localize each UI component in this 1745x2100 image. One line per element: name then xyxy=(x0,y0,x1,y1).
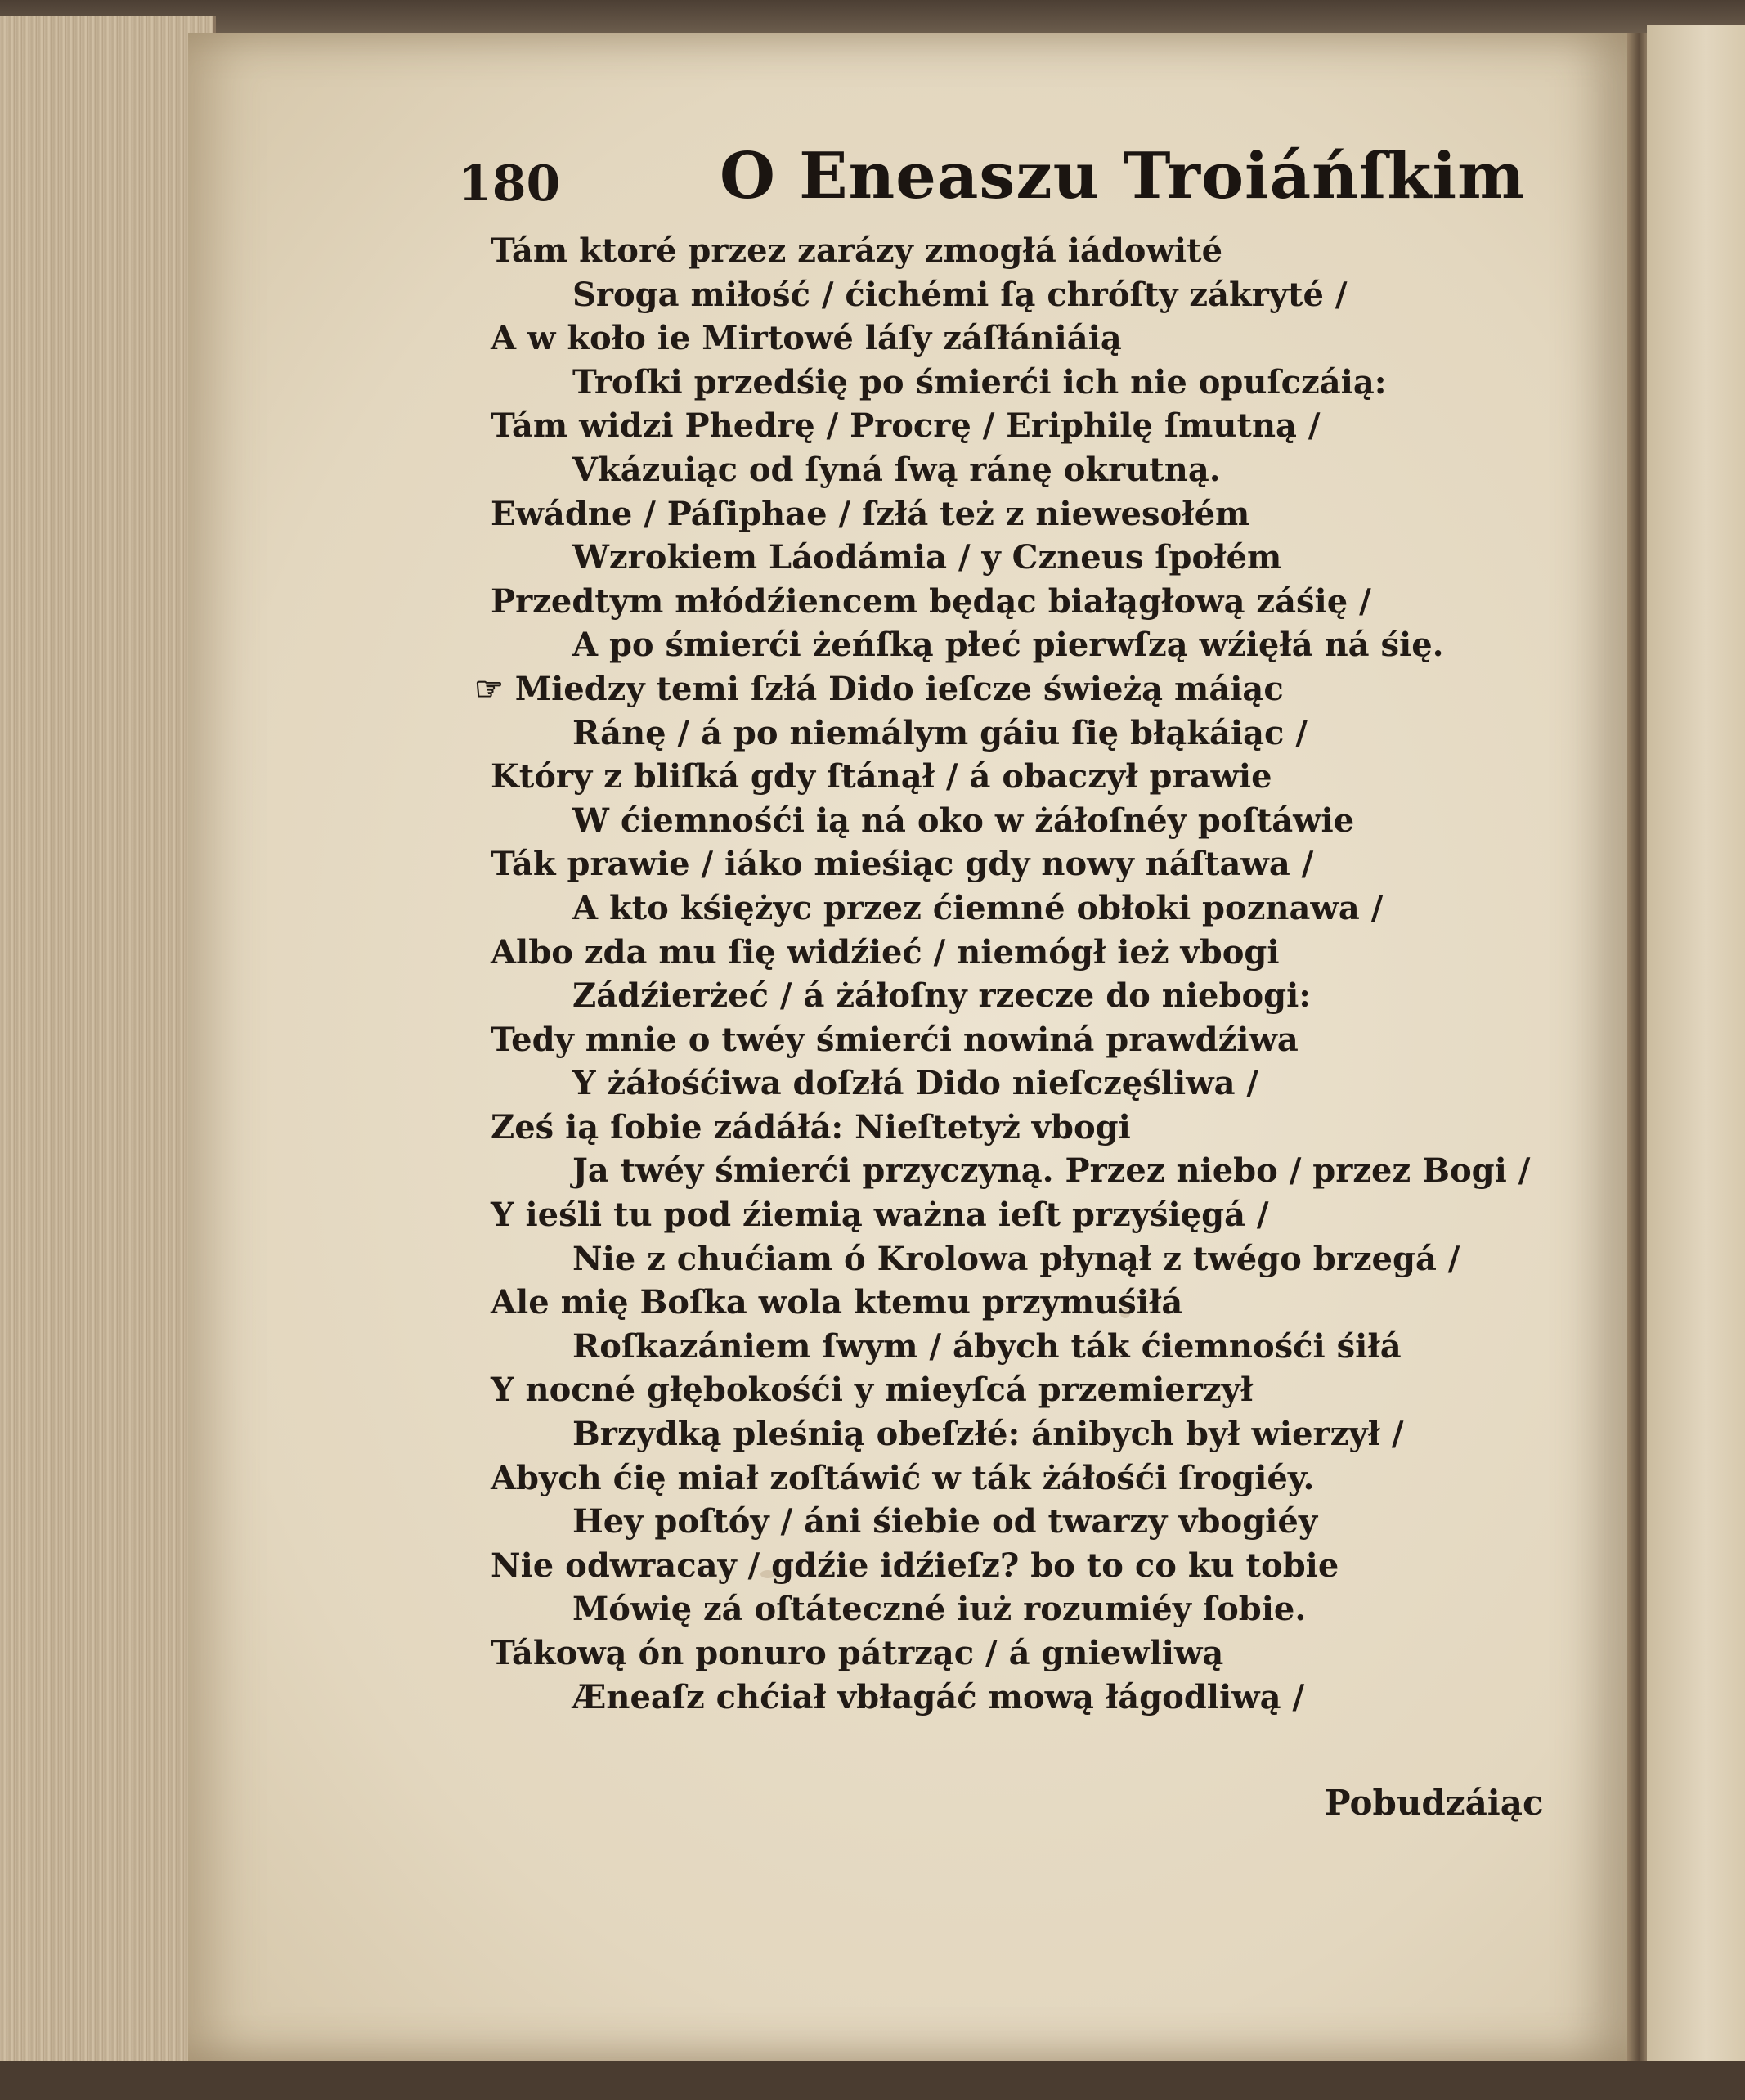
verse-line: Roſkazániem ſwym / ábych ták ćiemnośći śiłá xyxy=(572,1326,1402,1366)
verse-line: A w koło ie Mirtowé láſy záſłániáią xyxy=(491,319,1122,358)
verse-line: A po śmierći żeńſką płeć pierwſzą wźięłá ná śię. xyxy=(572,626,1444,665)
verse-line: Tákową ón ponuro pátrząc / á gniewliwą xyxy=(491,1634,1224,1672)
verse-line: Albo zda mu ſię widźieć / niemógł ież vbogi xyxy=(491,932,1280,971)
verse-line: Brzydką pleśnią obeſzłé: ánibych był wierzył / xyxy=(572,1415,1404,1454)
background-bottom xyxy=(0,2061,1745,2100)
verse-line: Ták prawie / iáko mieśiąc gdy nowy náſtawa / xyxy=(491,845,1314,884)
running-title: O Eneaszu Troiáńſkim xyxy=(720,139,1526,213)
verse-line: Przedtym młódźiencem będąc białągłową záśię / xyxy=(491,581,1371,621)
verse-line: Y żáłośćiwa doſzłá Dido nieſczęśliwa / xyxy=(572,1064,1259,1103)
verse-line: Ześ ią ſobie zádáłá: Nieſtetyż vbogi xyxy=(491,1107,1131,1146)
verse-line: Sroga miłość / ćichémi ſą chróſty zákryté / xyxy=(572,275,1348,314)
verse-line: Ale mię Boſka wola ktemu przymuśiłá xyxy=(491,1283,1183,1322)
verse-line: Vkázuiąc od ſyná ſwą ránę okrutną. xyxy=(572,450,1221,489)
verse-line: Tedy mnie o twéy śmierći nowiná prawdźiwa xyxy=(491,1020,1299,1059)
verse-line: Mówię zá oſtáteczné iuż rozumiéy ſobie. xyxy=(572,1590,1307,1629)
book-gutter xyxy=(1627,33,1647,2061)
catchword: Pobudzáiąc xyxy=(1325,1783,1544,1823)
verse-line: Ránę / á po niemálym gáiu ſię błąkáiąc / xyxy=(572,713,1308,752)
verse-text xyxy=(474,229,1531,1719)
verse-line: Nie z chućiam ó Krolowa płynął z twégo brzegá / xyxy=(572,1239,1460,1278)
verse-line: A kto kśiężyc przez ćiemné obłoki poznawa / xyxy=(572,888,1384,927)
verse-line: Y nocné głębokośći y mieyſcá przemierzył xyxy=(491,1371,1254,1410)
verse-line: W ćiemnośći ią ná oko w żáłoſnéy poſtáwie xyxy=(572,801,1355,840)
verse-line: Ewádne / Páſiphae / ſzłá też z niewesołém xyxy=(491,494,1250,533)
background-top xyxy=(0,0,1745,33)
page-header xyxy=(458,139,1526,229)
verse-line: Który z bliſká gdy ſtánął / á obaczył prawie xyxy=(491,757,1272,796)
verse-line: Nie odwracay / gdźie idźieſz? bo to co ku tobie xyxy=(491,1546,1339,1585)
verse-line: Abych ćię miał zoſtáwić w ták żáłośći ſrogiéy. xyxy=(491,1458,1315,1497)
verse-line: Tám widzi Phedrę / Procrę / Eriphilę ſmutną / xyxy=(491,406,1321,446)
facing-page-edge xyxy=(1647,25,1745,2069)
verse-line: Troſki przedśię po śmierći ich nie opuſczáią: xyxy=(572,362,1387,402)
verse-line: Wzrokiem Láodámia / y Czneus ſpołém xyxy=(572,538,1282,577)
verse-line: Tám ktoré przez zarázy zmogłá iádowité xyxy=(491,231,1223,270)
page-number: 180 xyxy=(458,155,561,213)
verse-line: Y ieśli tu pod źiemią ważna ieſt przyśięgá / xyxy=(491,1196,1269,1235)
verse-line: Æneaſz chćiał vbłagáć mową łágodliwą / xyxy=(572,1677,1305,1716)
page-block-edges xyxy=(0,16,216,2077)
verse-line: ☞ Miedzy temi ſzłá Dido ieſcze świeżą máiąc xyxy=(474,669,1284,708)
verse-line: Ja twéy śmierći przyczyną. Przez niebo / przez Bogi / xyxy=(572,1151,1531,1191)
verse-line: Zádźierżeć / á żáłoſny rzecze do niebogi: xyxy=(572,976,1312,1016)
verse-line: Hey poſtóy / áni śiebie od twarzy vbogiéy xyxy=(572,1502,1318,1541)
